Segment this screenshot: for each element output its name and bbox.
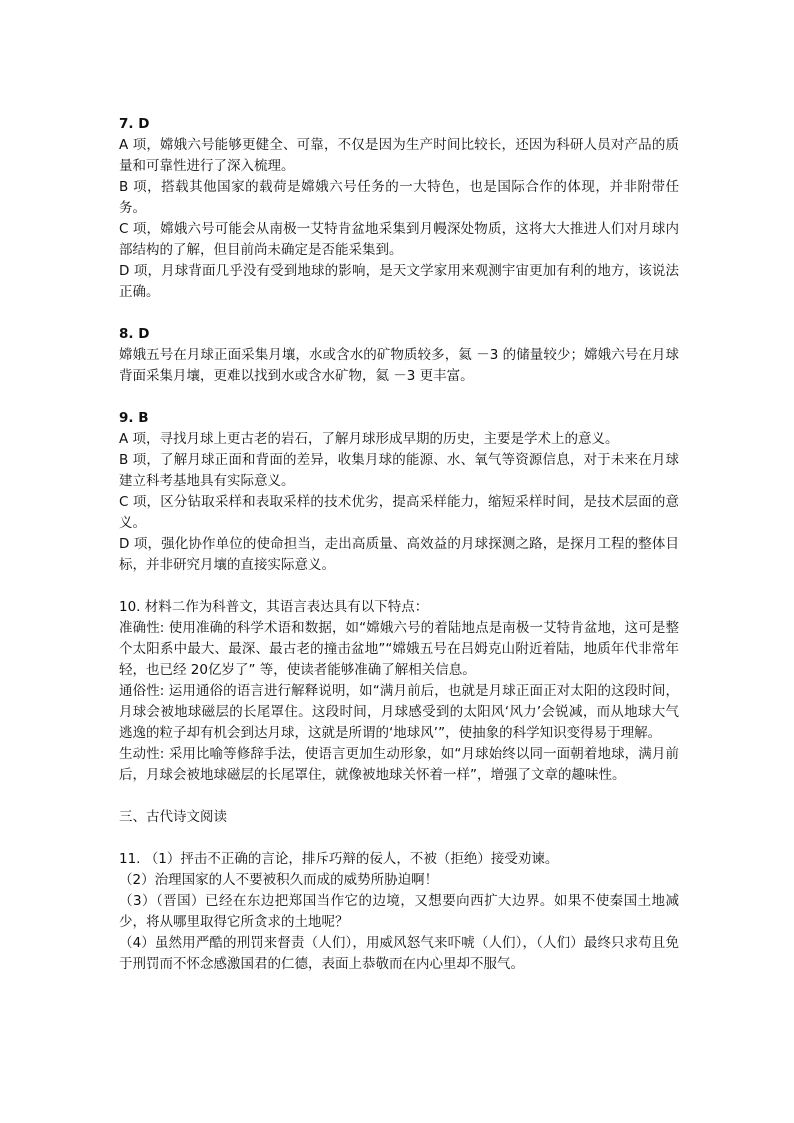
q10-vividness: 生动性: 采用比喻等修辞手法，使语言更加生动形象，如“月球始终以同一面朝着地球，满月前后，月球会被地球磁层的长尾罩住，就像被地球关怀着一样”，增强了文章的趣味性。 [119,746,679,783]
q10-title: 10. 材料二作为科普文，其语言表达具有以下特点： [119,599,429,615]
q7-option-b: B 项，搭载其他国家的载荷是嫦娥六号任务的一大特色，也是国际合作的体现，并非附带任务。 [119,179,679,216]
q7-option-d: D 项，月球背面几乎没有受到地球的影响，是天文学家用来观测宇宙更加有利的地方，该说法正确。 [119,263,679,300]
answer-content [119,114,679,975]
q9-option-a: A 项，寻找月球上更古老的岩石，了解月球形成早期的历史，主要是学术上的意义。 [119,431,619,447]
q11-part-3: （3）（晋国）已经在东边把郑国当作它的边境，又想要向西扩大边界。如果不使秦国土地减少，将从哪里取得它所贪求的土地呢？ [119,893,679,930]
spacer [119,387,679,408]
spacer [119,786,679,807]
spacer [119,576,679,597]
q8-explanation: 嫦娥五号在月球正面采集月壤，水或含水的矿物质较多，氦 －3 的储量较少；嫦娥六号在月球背面采集月壤，更难以找到水或含水矿物，氦 －3 更丰富。 [119,347,679,384]
q9-option-c: C 项，区分钻取采样和表取采样的技术优劣，提高采样能力，缩短采样时间，是技术层面的意义。 [119,494,679,531]
q10-popularity: 通俗性: 运用通俗的语言进行解释说明，如“满月前后，也就是月球正面正对太阳的这段时间，月球会被地球磁层的长尾罩住。这段时间，月球感受到的太阳风‘风力’会锐减，而从地球大气逃逸的粒子却有机会到达月球，这就是所谓的‘地球风’”，使抽象的科学知识变得易于理解。 [119,683,679,741]
q9-option-d: D 项，强化协作单位的使命担当，走出高质量、高效益的月球探测之路，是探月工程的整体目标，并非研究月壤的直接实际意义。 [119,536,679,573]
spacer [119,303,679,324]
q10-accuracy: 准确性: 使用准确的科学术语和数据，如“嫦娥六号的着陆地点是南极一艾特肯盆地，这可是整个太阳系中最大、最深、最古老的撞击盆地”“嫦娥五号在吕姆克山附近着陆，地质年代非常年轻，也已经 20亿岁了” 等，使读者能够准确了解相关信息。 [119,620,679,678]
q7-option-c: C 项，嫦娥六号可能会从南极一艾特肯盆地采集到月幔深处物质，这将大大推进人们对月球内部结构的了解，但目前尚未确定是否能采集到。 [119,221,679,258]
q7-answer: 7. D [119,116,150,132]
q11-part-1: 11. （1）抨击不正确的言论，排斥巧辩的佞人，不被（拒绝）接受劝谏。 [119,851,559,867]
q11-part-4: （4）虽然用严酷的刑罚来督责（人们），用威风怒气来吓唬（人们），（人们）最终只求苟且免于刑罚而不怀念感激国君的仁德，表面上恭敬而在内心里却不服气。 [119,935,679,972]
spacer [119,828,679,849]
section-heading: 三、古代诗文阅读 [119,809,227,825]
q9-answer: 9. B [119,410,149,426]
q11-part-2: （2）治理国家的人不要被积久而成的威势所胁迫啊！ [119,872,439,888]
q9-option-b: B 项，了解月球正面和背面的差异，收集月球的能源、水、氧气等资源信息，对于未来在月球建立科考基地具有实际意义。 [119,452,679,489]
q8-answer: 8. D [119,326,150,342]
q7-option-a: A 项，嫦娥六号能够更健全、可靠，不仅是因为生产时间比较长，还因为科研人员对产品的质量和可靠性进行了深入梳理。 [119,137,679,174]
